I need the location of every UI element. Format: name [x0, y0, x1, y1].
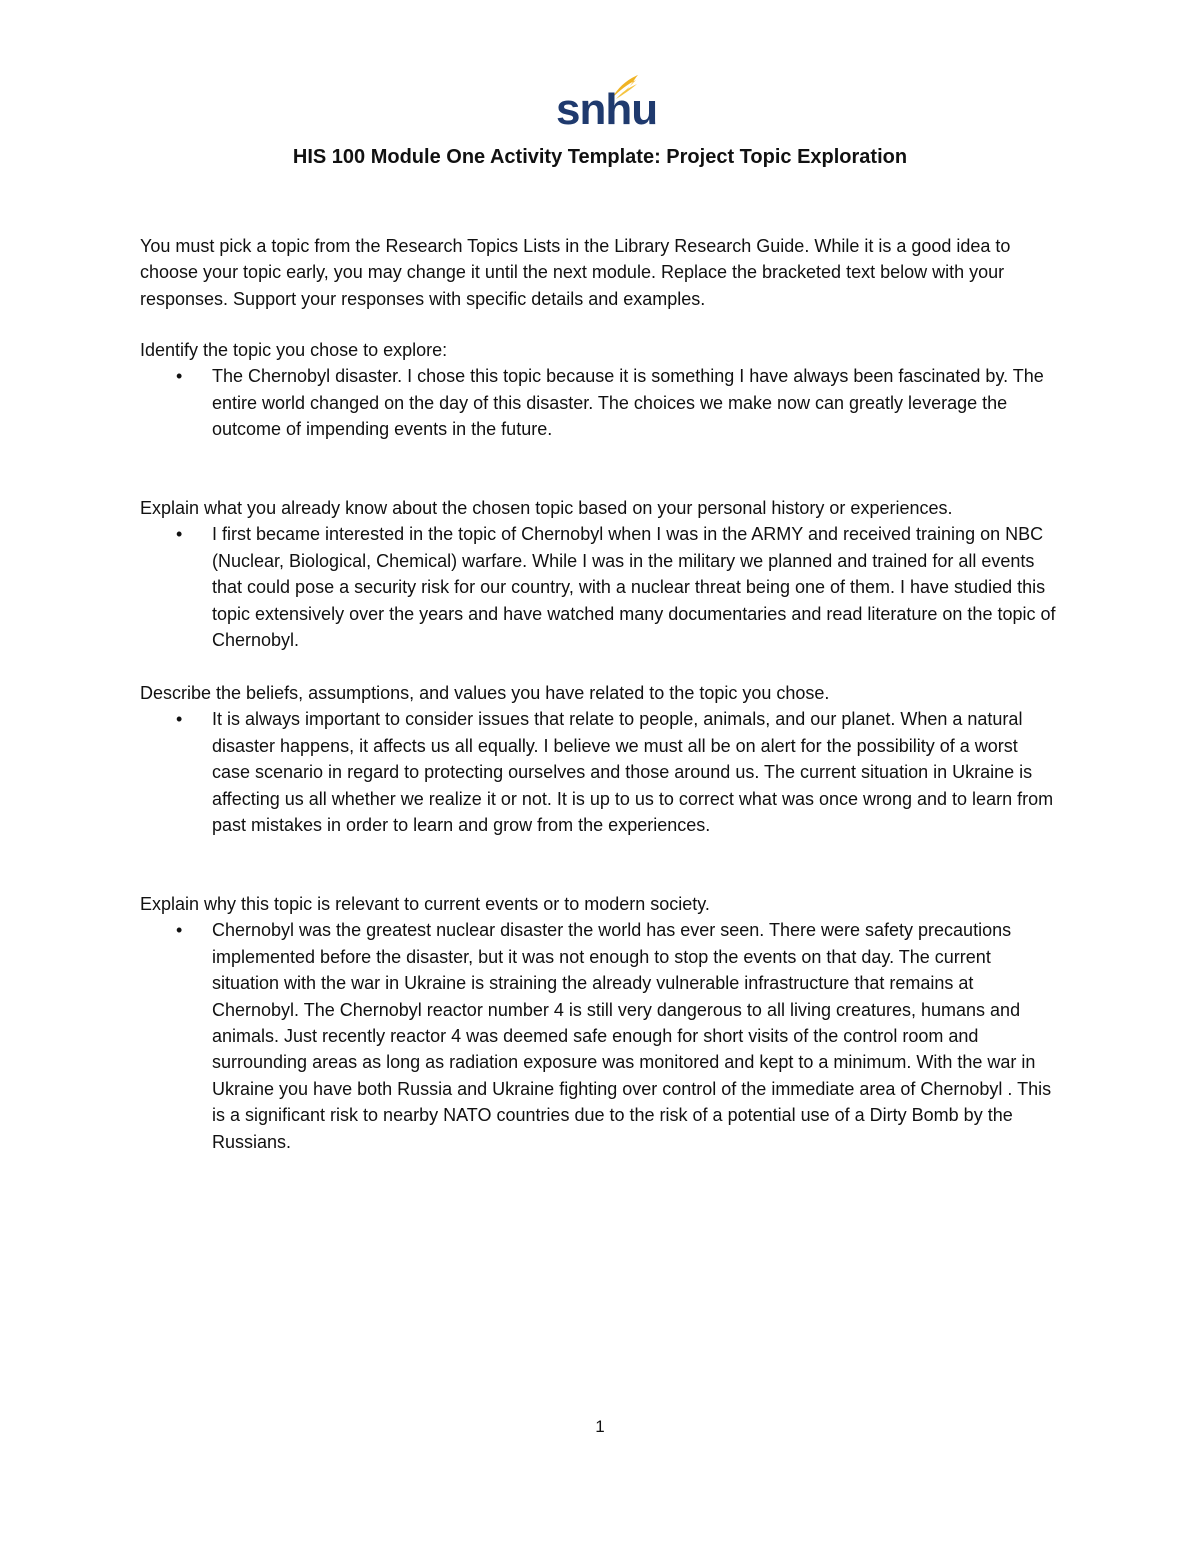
section-prompt: Describe the beliefs, assumptions, and values you have related to the topic you chose.: [140, 683, 830, 703]
response-text: The Chernobyl disaster. I chose this topic because it is something I have always been fascinated by. The entire world changed on the day of this disaster. The choices we make now can greatly leverage the outcome of impending events in the future.: [212, 366, 1044, 440]
section-beliefs: [140, 680, 1060, 838]
response-text: It is always important to consider issues that relate to people, animals, and our planet. When a natural disaster happens, it affects us all equally. I believe we must all be on alert for the possibility of a worst case scenario in regard to protecting ourselves and those around us. The current situation in Ukraine is affecting us all whether we realize it or not. It is up to us to correct what was once wrong and to learn from past mistakes in order to learn and grow from the experiences.: [212, 709, 1054, 836]
response-text: I first became interested in the topic of Chernobyl when I was in the ARMY and received training on NBC (Nuclear, Biological, Chemical) warfare. While I was in the military we planned and trained for all events that could pose a security risk for our country, with a nuclear threat being one of them. I have studied this topic extensively over the years and have watched many documentaries and read literature on the topic of Chernobyl.: [212, 524, 1056, 651]
section-relevance: [140, 891, 1060, 1155]
list-item: [140, 917, 1060, 1155]
page-title: HIS 100 Module One Activity Template: Project Topic Exploration: [292, 146, 908, 168]
list-item: [140, 706, 1060, 838]
section-prompt: Identify the topic you chose to explore:: [140, 340, 448, 360]
page-number: 1: [595, 1417, 605, 1436]
section-prior-knowledge: [140, 495, 1060, 653]
intro-paragraph: You must pick a topic from the Research Topics Lists in the Library Research Guide. While it is a good idea to choose your topic early, you may change it until the next module. Replace the bracketed text below with your responses. Support your responses with specific details and examples.: [140, 236, 1011, 309]
bullet-icon: •: [176, 709, 183, 730]
section-topic: [140, 337, 1060, 443]
section-prompt: Explain what you already know about the chosen topic based on your personal history or experiences.: [140, 498, 953, 518]
bullet-icon: •: [176, 366, 183, 387]
logo-wordmark: snhu: [556, 85, 658, 134]
bullet-icon: •: [176, 920, 183, 941]
list-item: [140, 521, 1060, 653]
response-text: Chernobyl was the greatest nuclear disaster the world has ever seen. There were safety precautions implemented before the disaster, but it was not enough to stop the events on that day. The current situation with the war in Ukraine is straining the already vulnerable infrastructure that remains at Chernobyl. The Chernobyl reactor number 4 is still very dangerous to all living creatures, humans and animals. Just recently reactor 4 was deemed safe enough for short visits of the control room and surrounding areas as long as radiation exposure was monitored and kept to a minimum. With the war in Ukraine you have both Russia and Ukraine fighting over control of the immediate area of Chernobyl . This is a significant risk to nearby NATO countries due to the risk of a potential use of a Dirty Bomb by the Russians.: [212, 920, 1052, 1152]
list-item: [140, 363, 1060, 442]
section-prompt: Explain why this topic is relevant to current events or to modern society.: [140, 894, 710, 914]
bullet-icon: •: [176, 524, 183, 545]
snhu-logo: [556, 74, 658, 134]
